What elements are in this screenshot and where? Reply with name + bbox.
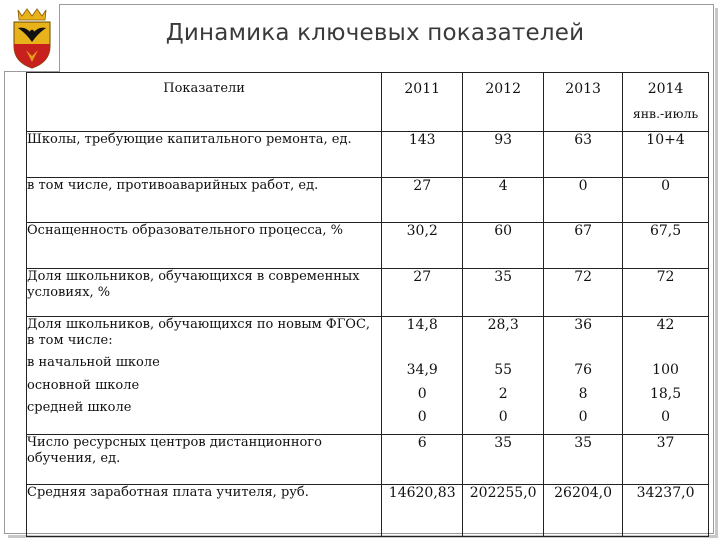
- cell-2013: 35: [544, 435, 623, 485]
- cell-2012: [463, 317, 544, 435]
- header-year-2014: [623, 73, 709, 132]
- value-basic: 18,5: [649, 385, 682, 402]
- cell-2011: 143: [382, 132, 463, 178]
- table-row: [27, 269, 709, 317]
- value-primary: 76: [574, 361, 593, 378]
- cell-2011: 14620,83: [382, 485, 463, 537]
- row-label: Доля школьников, обучающихся по новым ФГОС, в том числе:: [27, 317, 371, 348]
- cell-2011: 27: [382, 178, 463, 223]
- cell-2011: 6: [382, 435, 463, 485]
- cell-2013: 26204,0: [544, 485, 623, 537]
- value-basic: 8: [578, 385, 588, 402]
- header-year-2014-note: янв.-июль: [632, 105, 699, 121]
- table-row: [27, 223, 709, 269]
- value-basic: 2: [498, 385, 508, 402]
- cell-2014: 34237,0: [623, 485, 709, 537]
- emblem-box: [4, 4, 60, 72]
- value-secondary: 0: [661, 409, 670, 426]
- row-label: Доля школьников, обучающихся в современных условиях, %: [27, 269, 382, 317]
- row-label-group: [27, 317, 382, 435]
- value-total: 42: [656, 317, 675, 333]
- page-title: Динамика ключевых показателей: [165, 20, 585, 46]
- cell-2014: 0: [623, 178, 709, 223]
- header-year-2011: 2011: [382, 73, 463, 132]
- value-secondary: 0: [417, 409, 427, 426]
- table-header-row: [27, 73, 709, 132]
- sub-label-primary: в начальной школе: [27, 355, 160, 371]
- cell-2012: 202255,0: [463, 485, 544, 537]
- row-label: Средняя заработная плата учителя, руб.: [27, 485, 382, 537]
- cell-2014: [623, 317, 709, 435]
- sub-label-basic: основной школе: [27, 377, 140, 393]
- value-basic: 0: [417, 385, 427, 402]
- cell-2013: 72: [544, 269, 623, 317]
- table-row: [27, 435, 709, 485]
- cell-2013: 0: [544, 178, 623, 223]
- header-year-2013: 2013: [544, 73, 623, 132]
- header-year-2012: 2012: [463, 73, 544, 132]
- table-row: [27, 485, 709, 537]
- row-label: Школы, требующие капитального ремонта, ед.: [27, 132, 382, 178]
- value-primary: 55: [494, 361, 513, 378]
- sub-label-secondary: средней школе: [27, 400, 132, 416]
- table-row: [27, 132, 709, 178]
- cell-2011: 30,2: [382, 223, 463, 269]
- row-label: Оснащенность образовательного процесса, %: [27, 223, 382, 269]
- cell-2012: 4: [463, 178, 544, 223]
- cell-2013: 67: [544, 223, 623, 269]
- value-total: 28,3: [487, 317, 519, 333]
- cell-2012: 35: [463, 269, 544, 317]
- cell-2012: 60: [463, 223, 544, 269]
- header-year-2014-label: 2014: [647, 81, 684, 97]
- row-label: Число ресурсных центров дистанционного обучения, ед.: [27, 435, 382, 485]
- row-label: в том числе, противоаварийных работ, ед.: [27, 178, 382, 223]
- cell-2013: [544, 317, 623, 435]
- cell-2014: 10+4: [623, 132, 709, 178]
- table-row-fgos: [27, 317, 709, 435]
- coat-of-arms-icon: [4, 4, 60, 72]
- indicators-table: [26, 72, 709, 537]
- value-total: 36: [574, 317, 593, 333]
- cell-2014: 67,5: [623, 223, 709, 269]
- value-primary: 34,9: [406, 361, 438, 378]
- cell-2012: 93: [463, 132, 544, 178]
- cell-2012: 35: [463, 435, 544, 485]
- header-indicators: Показатели: [27, 73, 382, 132]
- table-row: [27, 178, 709, 223]
- value-primary: 100: [652, 361, 679, 378]
- value-secondary: 0: [498, 409, 508, 426]
- value-total: 14,8: [406, 317, 438, 333]
- cell-2011: 27: [382, 269, 463, 317]
- cell-2011: [382, 317, 463, 435]
- cell-2014: 72: [623, 269, 709, 317]
- value-secondary: 0: [578, 409, 588, 426]
- cell-2013: 63: [544, 132, 623, 178]
- cell-2014: 37: [623, 435, 709, 485]
